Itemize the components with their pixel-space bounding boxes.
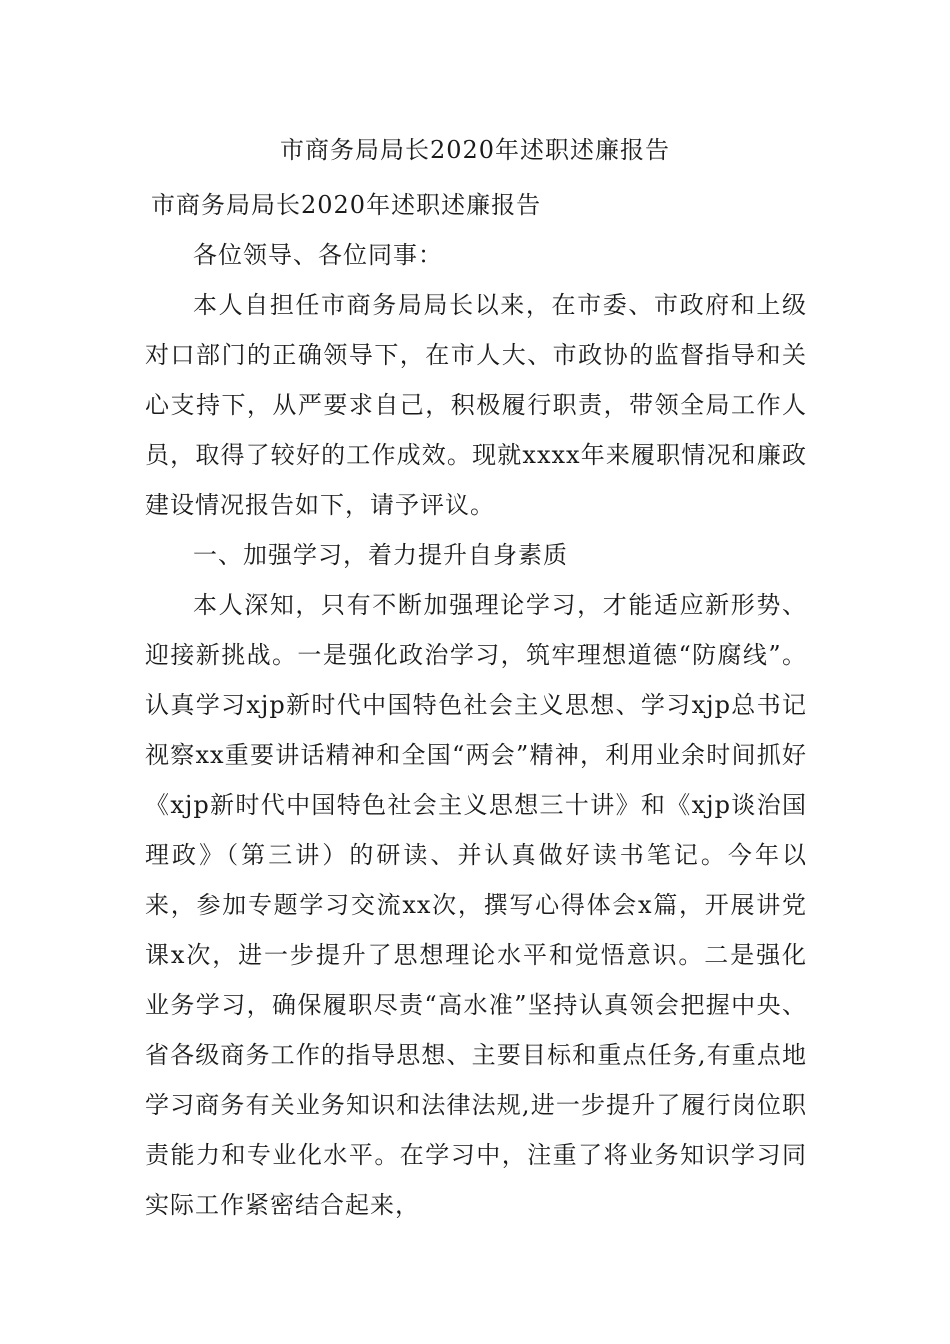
section-heading-1: 一、加强学习，着力提升自身素质 bbox=[193, 541, 568, 569]
paragraph-intro: 本人自担任市商务局局长以来，在市委、市政府和上级对口部门的正确领导下，在市人大、市政协的监督指导和关心支持下，从严要求自己，积极履行职责，带领全局工作人员，取得了较好的工作成效。现就xxxx年来履职情况和廉政建设情况报告如下，请予评议。 bbox=[145, 291, 807, 519]
document-body bbox=[145, 180, 807, 1230]
document-title: 市商务局局长2020年述职述廉报告 bbox=[279, 136, 671, 164]
paragraph-study: 本人深知，只有不断加强理论学习，才能适应新形势、迎接新挑战。一是强化政治学习，筑牢理想道德“防腐线”。认真学习xjp新时代中国特色社会主义思想、学习xjp总书记视察xx重要讲话精神和全国“两会”精神，利用业余时间抓好《xjp新时代中国特色社会主义思想三十讲》和《xjp谈治国理政》（第三讲）的研读、并认真做好读书笔记。今年以来，参加专题学习交流xx次，撰写心得体会x篇，开展讲党课x次，进一步提升了思想理论水平和觉悟意识。二是强化业务学习，确保履职尽责“高水准”坚持认真领会把握中央、省各级商务工作的指导思想、主要目标和重点任务,有重点地学习商务有关业务知识和法律法规,进一步提升了履行岗位职责能力和专业化水平。在学习中，注重了将业务知识学习同实际工作紧密结合起来， bbox=[145, 591, 807, 1219]
document-subtitle: 市商务局局长2020年述职述廉报告 bbox=[151, 191, 542, 219]
greeting: 各位领导、各位同事： bbox=[193, 241, 443, 269]
